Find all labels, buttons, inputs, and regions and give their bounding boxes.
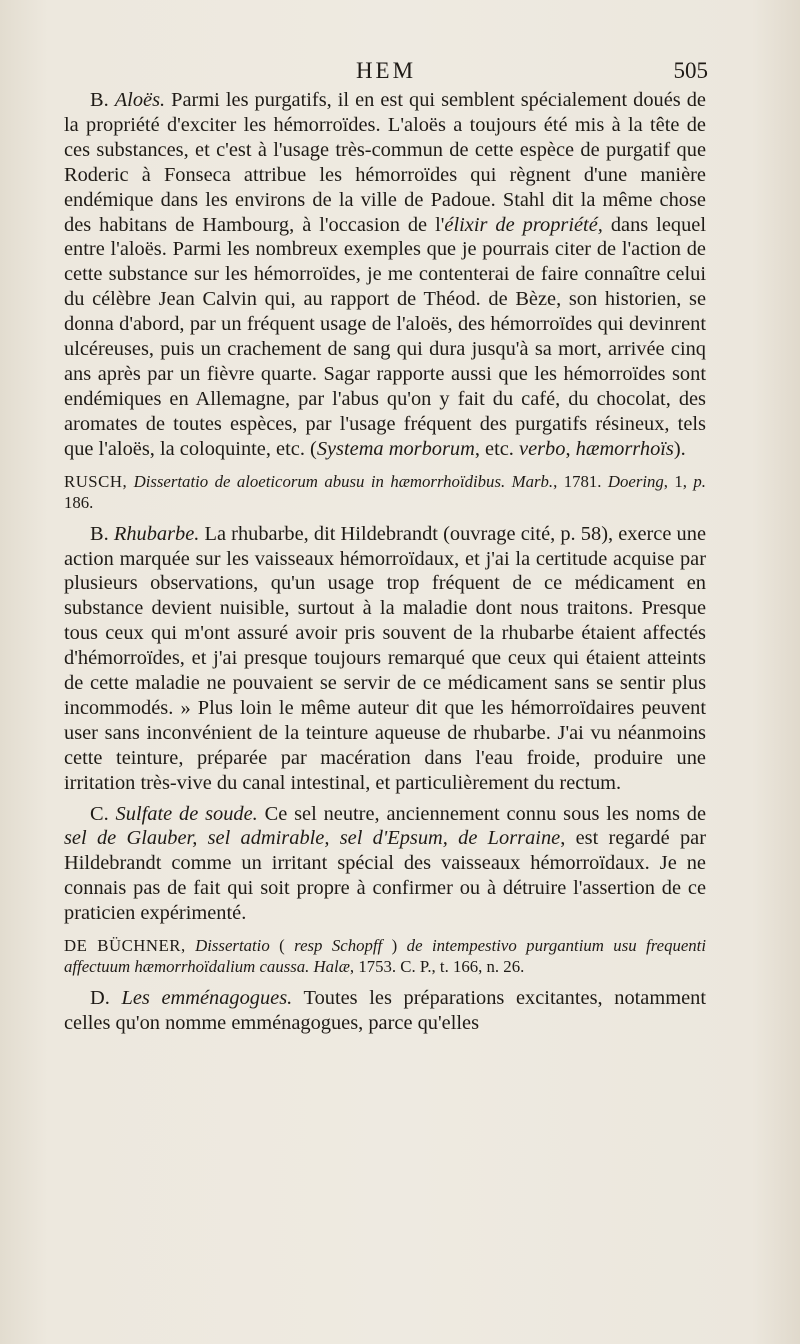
note-text: , 1781.: [553, 471, 608, 491]
paragraph-text: Parmi les purgatifs, il en est qui semblent spécialement doués de la propriété d'exciter les hémorroïdes. L'aloës a toujours été mis à la tête de ces substances, et c'est à l'usage très-commun de cette espèce de purgatif que Roderic à Fonseca attribue les hémorroïdes qui règnent d'une manière endémique dans les environs de la ville de Padoue. Stahl dit la même chose des habitans de Hambourg, à l'occasion de l': [64, 89, 706, 236]
paragraph-text: Ce sel neutre, anciennement connu sous les noms de: [264, 802, 707, 825]
section-marker: B.: [90, 522, 109, 545]
note-author: DE BÜCHNER,: [64, 936, 186, 956]
italic-phrase: verbo: [519, 437, 566, 460]
page-header: [64, 58, 708, 90]
paragraph-text: ,: [565, 437, 576, 460]
running-head: HEM: [355, 58, 417, 83]
paragraph-text: ).: [673, 437, 686, 460]
section-title: Aloës.: [114, 89, 166, 111]
section-title: Les emménagogues.: [121, 987, 293, 1010]
paragraph-text: La rhubarbe, dit Hildebrandt (ouvrage cité, p. 58), exerce une action marquée sur les vaisseaux hémorroïdaux, et j'ai la certitude acquise par plusieurs observations, qu'un usage trop fréquent de ce médicament en substance devient nuisible, surtout à la maladie dont nous traitons. Presque tous ceux qui m'ont assuré avoir pris souvent de la rhubarbe étaient affectés d'hémorroïdes, et j'ai presque toujours remarqué que ceux qui étaient atteints de cette maladie ne pouvaient se servir de ce médicament sans se sentir plus incommodés. » Plus loin le même auteur dit que les hémorroïdaires peuvent user sans inconvénient de la teinture aqueuse de rhubarbe. J'ai vu néanmoins cette teinture, préparée par macération dans l'eau froide, produire une irritation très-vive du canal intestinal, et particulièrement du rectum.: [64, 522, 706, 794]
note-text: 186.: [64, 492, 94, 512]
paragraph-rhubarbe: [64, 522, 706, 796]
section-title: Rhubarbe.: [113, 522, 200, 545]
note-author: RUSCH,: [64, 471, 128, 491]
note-italic: Doering: [607, 471, 664, 491]
paragraph-sulfate: [64, 802, 706, 927]
footnote-buchner: [64, 935, 706, 977]
note-italic: Dissertatio: [195, 936, 270, 956]
note-italic: p.: [693, 471, 706, 491]
page-number: 505: [673, 58, 708, 83]
footnote-rusch: [64, 471, 706, 513]
paragraph-aloes: [64, 88, 706, 462]
note-italic: resp Schopff: [294, 936, 383, 956]
italic-phrase: Systema morborum: [316, 437, 475, 460]
paragraph-text: Toutes les préparations excitantes, notamment celles qu'on nomme emménagogues, parce qu'elles: [64, 987, 706, 1034]
paragraph-text: , etc.: [474, 437, 520, 460]
paragraph-text: dans lequel entre l'aloës. Parmi les nombreux exemples que je pourrais citer de l'action de cette substance sur les hémorroïdes, je me contenterai de faire connaître celui du célèbre Jean Calvin qui, au rapport de Théod. de Bèze, son historien, se donna d'abord, par un fréquent usage de l'aloës, des hémorroïdes qui devinrent ulcéreuses, puis un crachement de sang qui dura jusqu'à sa mort, arrivée cinq ans après par un fièvre quarte. Sagar rapporte aussi que les hémorroïdes sont endémiques en Allemagne, par l'abus qu'on y fait du café, du chocolat, des aromates de toutes espèces, par l'usage fréquent des purgatifs résineux, tels que l'aloës, la coloquinte, etc. (: [64, 213, 706, 460]
note-title: de intempestivo purgantium usu frequenti affectuum hæmorrhoïdalium caussa. Halæ: [64, 936, 707, 977]
note-title: Dissertatio de aloeticorum abusu in hæmorrhoïdibus. Marb.: [133, 471, 554, 491]
section-marker: D.: [90, 987, 110, 1010]
note-text: , 1,: [663, 471, 694, 491]
italic-phrase: hæmorrhoïs: [575, 437, 674, 460]
paragraph-emmenagogues: [64, 986, 706, 1036]
section-title: Sulfate de soude.: [115, 802, 258, 825]
note-text: ): [382, 936, 407, 956]
note-text: (: [269, 936, 295, 956]
section-marker: C.: [90, 802, 109, 825]
note-text: , 1753. C. P., t. 166, n. 26.: [349, 957, 525, 977]
page-body: [64, 88, 706, 1036]
italic-phrase: sel de Glauber, sel admirable, sel d'Epsum, de Lorraine: [64, 827, 561, 850]
italic-phrase: élixir de propriété,: [444, 213, 603, 236]
section-marker: B.: [90, 89, 109, 111]
paragraph-text: , est regardé par Hildebrandt comme un irritant spécial des vaisseaux hémorroïdaux. Je ne connais pas de fait qui soit propre à confirmer ou à détruire l'assertion de ce praticien expérimenté.: [64, 827, 706, 925]
